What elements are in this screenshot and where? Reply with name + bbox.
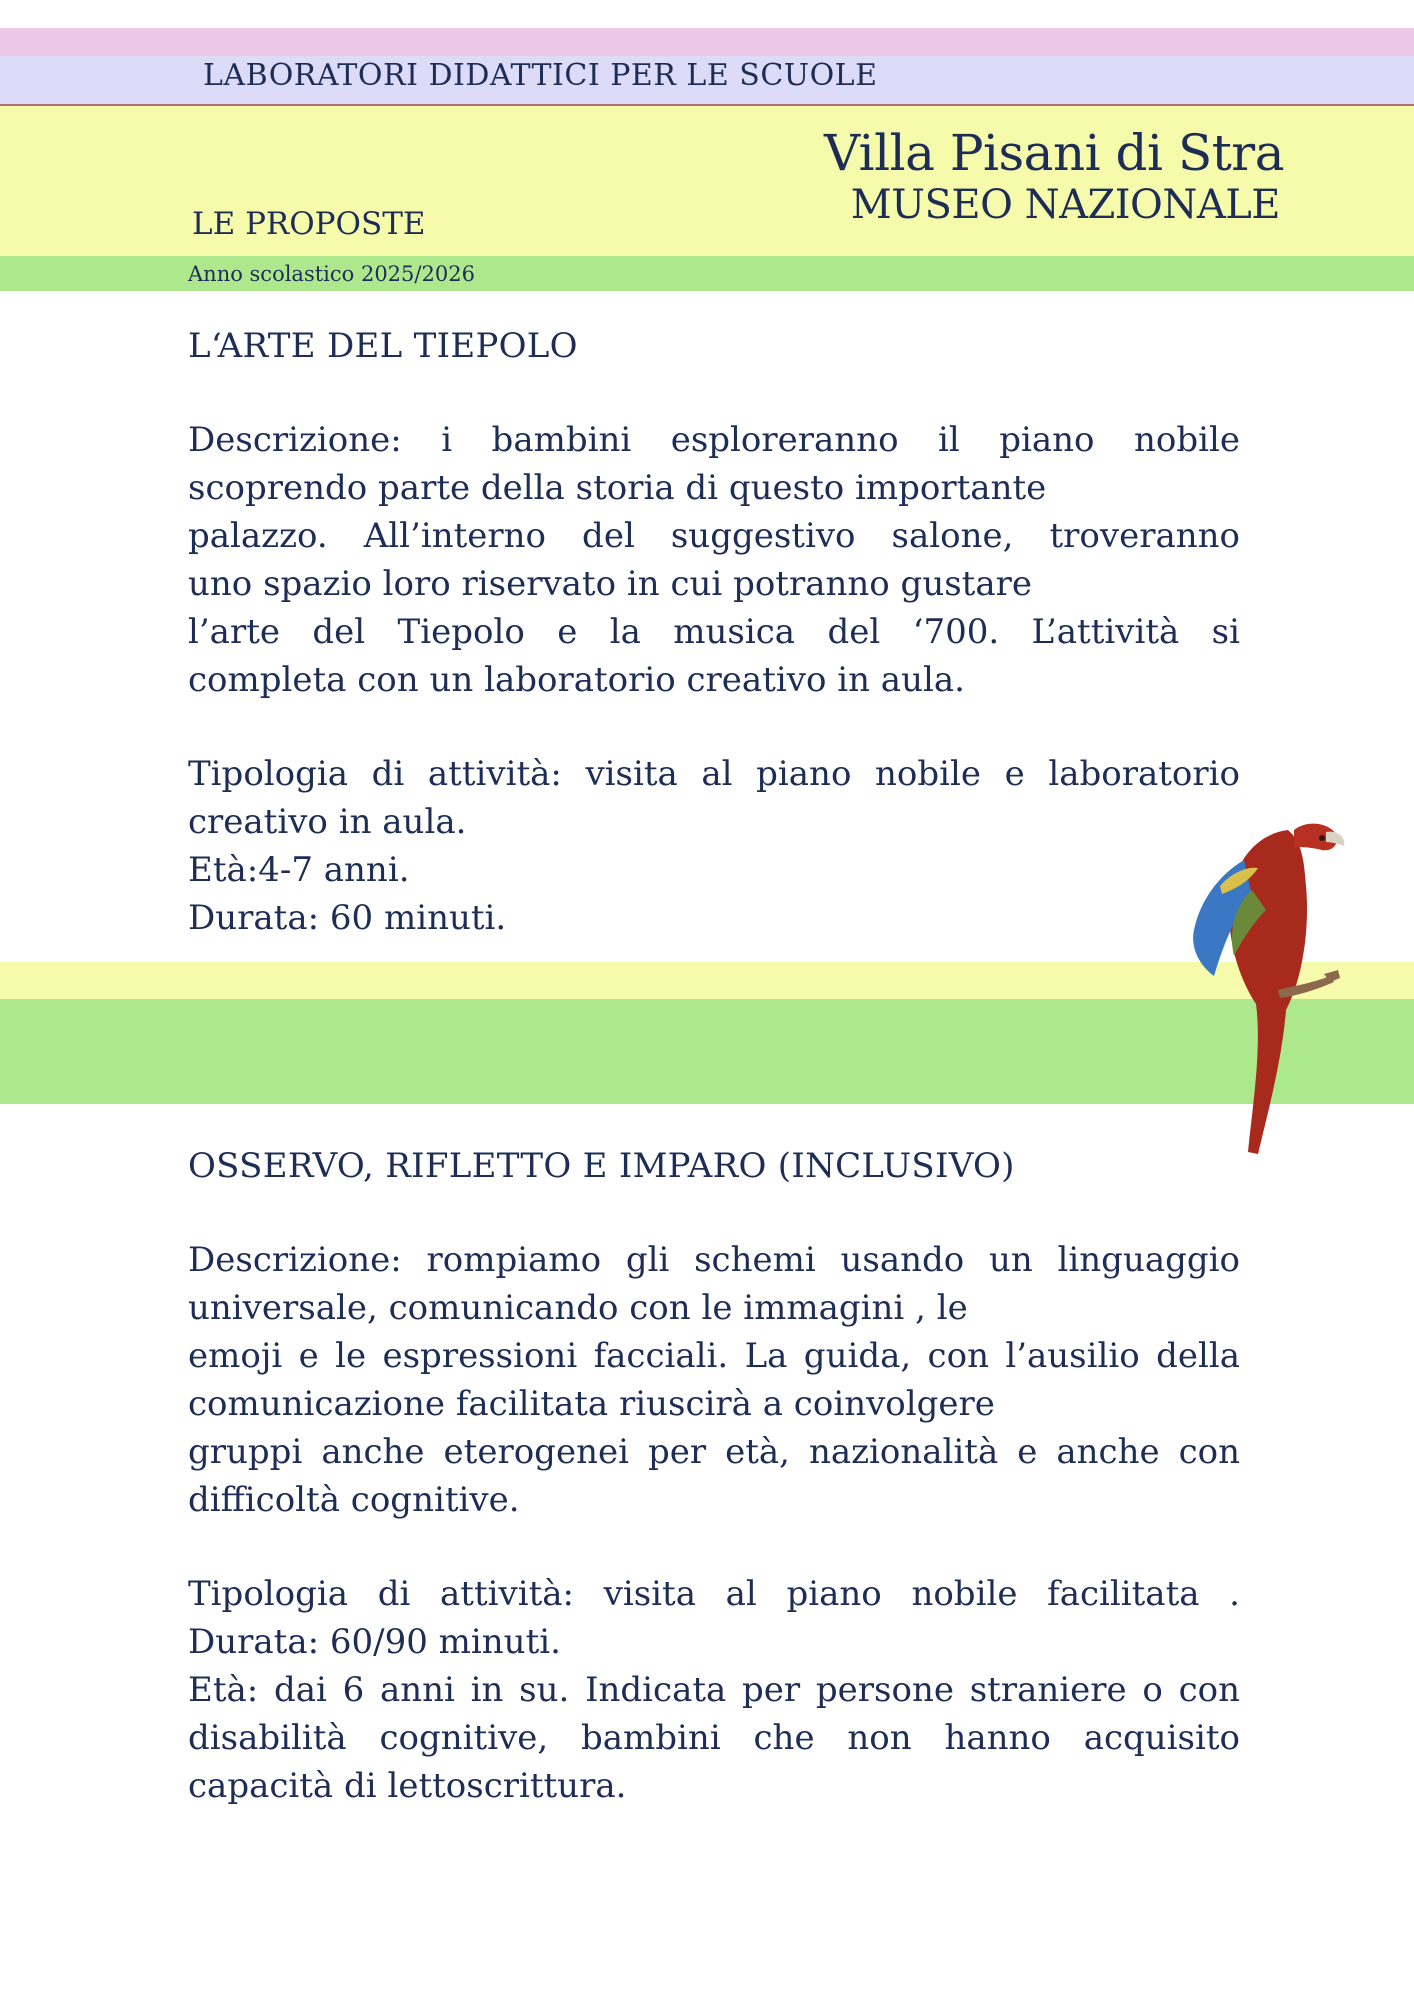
info-line: Durata: 60/90 minuti. bbox=[188, 1622, 561, 1662]
pink-band bbox=[0, 28, 1414, 56]
info-line: Età:4-7 anni. bbox=[188, 850, 410, 890]
school-year: Anno scolastico 2025/2026 bbox=[188, 262, 475, 286]
proposals-label: LE PROPOSTE bbox=[192, 206, 426, 242]
description-line: l’arte del Tiepolo e la musica del ‘700. L’attività si bbox=[188, 612, 1240, 652]
description-line: difficoltà cognitive. bbox=[188, 1480, 520, 1520]
header-top-label: LABORATORI DIDATTICI PER LE SCUOLE bbox=[203, 58, 878, 93]
description-line: comunicazione facilitata riuscirà a coinvolgere bbox=[188, 1384, 995, 1424]
description-line: gruppi anche eterogenei per età, nazionalità e anche con bbox=[188, 1432, 1240, 1472]
description-line: scoprendo parte della storia di questo importante bbox=[188, 468, 1047, 508]
section-title: OSSERVO, RIFLETTO E IMPARO (INCLUSIVO) bbox=[188, 1146, 1015, 1186]
description-line: uno spazio loro riservato in cui potranno gustare bbox=[188, 564, 1032, 604]
info-line: creativo in aula. bbox=[188, 802, 467, 842]
museum-name: Villa Pisani di Stra bbox=[823, 124, 1284, 182]
info-line: Durata: 60 minuti. bbox=[188, 898, 507, 938]
description-line: Descrizione: i bambini esploreranno il piano nobile bbox=[188, 420, 1240, 460]
info-line: capacità di lettoscrittura. bbox=[188, 1766, 627, 1806]
museum-subtitle: MUSEO NAZIONALE bbox=[850, 182, 1280, 228]
description-line: completa con un laboratorio creativo in aula. bbox=[188, 660, 965, 700]
section-inclusive bbox=[188, 1142, 1240, 1810]
description-line: palazzo. All’interno del suggestivo salone, troveranno bbox=[188, 516, 1240, 556]
info-line: Tipologia di attività: visita al piano nobile facilitata . bbox=[188, 1574, 1240, 1614]
info-line: Età: dai 6 anni in su. Indicata per persone straniere o con bbox=[188, 1670, 1240, 1710]
description-line: Descrizione: rompiamo gli schemi usando un linguaggio bbox=[188, 1240, 1240, 1280]
description-line: universale, comunicando con le immagini , le bbox=[188, 1288, 968, 1328]
description-line: emoji e le espressioni facciali. La guida, con l’ausilio della bbox=[188, 1336, 1240, 1376]
info-line: disabilità cognitive, bambini che non hanno acquisito bbox=[188, 1718, 1240, 1758]
info-line: Tipologia di attività: visita al piano nobile e laboratorio bbox=[188, 754, 1240, 794]
parrot-illustration bbox=[1160, 790, 1360, 1160]
section-title: L‘ARTE DEL TIEPOLO bbox=[188, 326, 578, 366]
section-tiepolo bbox=[188, 322, 1240, 942]
